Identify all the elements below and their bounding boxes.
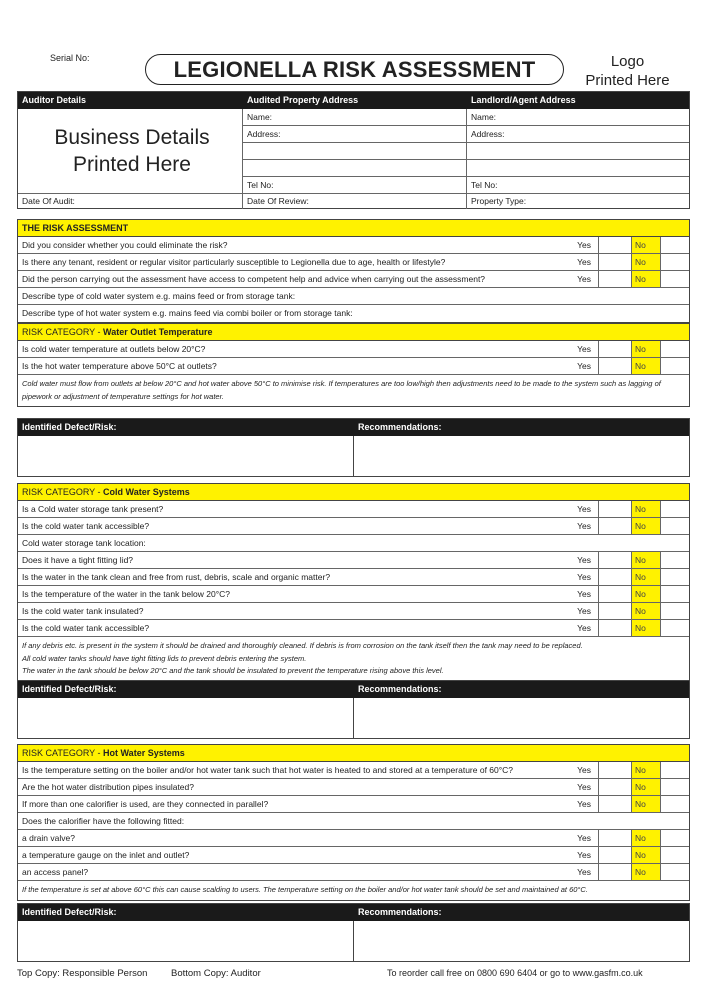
no-checkbox[interactable] (631, 501, 661, 517)
no-checkbox[interactable] (631, 341, 661, 357)
defect-heading: Identified Defect/Risk: (22, 907, 117, 917)
note-line: If any debris etc. is present in the system it should be drained and thoroughly cleaned. If debris is from corrosion on the tank itself then the tank may need to be replaced. (22, 641, 583, 650)
yes-label: Yes (577, 361, 591, 371)
yes-label: Yes (577, 799, 591, 809)
question-row (18, 864, 689, 881)
no-label: No (635, 572, 646, 582)
question-text: Did you consider whether you could eliminate the risk? (22, 240, 228, 250)
yes-checkbox[interactable] (598, 501, 631, 517)
logo-text: Printed Here (585, 72, 670, 89)
auditor-details-heading: Auditor Details (22, 95, 87, 105)
section-header (18, 220, 689, 237)
defect-header (18, 419, 689, 436)
section-header (18, 324, 689, 341)
question-text: Is the cold water tank accessible? (22, 521, 150, 531)
details-header (18, 92, 689, 109)
no-label: No (635, 589, 646, 599)
question-text: Does the calorifier have the following fitted: (22, 816, 185, 826)
recommendations-heading: Recommendations: (358, 684, 442, 694)
yes-label: Yes (577, 521, 591, 531)
defect-header (18, 904, 689, 921)
yes-checkbox[interactable] (598, 518, 631, 534)
form-title: LEGIONELLA RISK ASSESSMENT (145, 54, 564, 85)
question-text: Is the cold water tank accessible? (22, 623, 150, 633)
question-row (18, 586, 689, 603)
landlord-tel-field[interactable]: Tel No: (467, 177, 689, 194)
recommendations-field[interactable] (354, 921, 689, 961)
no-label: No (635, 765, 646, 775)
section-title: Hot Water Systems (103, 748, 185, 758)
yes-checkbox[interactable] (598, 762, 631, 778)
question-text: Describe type of hot water system e.g. mains feed via combi boiler or from storage tank: (22, 308, 353, 318)
no-label: No (635, 799, 646, 809)
yes-checkbox[interactable] (598, 864, 631, 880)
yes-checkbox[interactable] (598, 779, 631, 795)
serial-number-label: Serial No: (50, 53, 90, 63)
question-text: Does it have a tight fitting lid? (22, 555, 134, 565)
property-blank-field[interactable] (243, 143, 467, 160)
property-type-field[interactable]: Property Type: (471, 196, 527, 206)
question-text: Is the temperature of the water in the tank below 20°C? (22, 589, 230, 599)
business-text: Business Details (54, 126, 210, 149)
question-row (18, 305, 689, 322)
yes-checkbox[interactable] (598, 586, 631, 602)
yes-label: Yes (577, 344, 591, 354)
question-text: Is the cold water tank insulated? (22, 606, 144, 616)
yes-label: Yes (577, 765, 591, 775)
yes-checkbox[interactable] (598, 237, 631, 253)
yes-label: Yes (577, 850, 591, 860)
no-checkbox[interactable] (631, 569, 661, 585)
defect-recommendations-table (17, 418, 690, 477)
defect-recommendations-table (17, 680, 690, 739)
yes-label: Yes (577, 572, 591, 582)
no-label: No (635, 606, 646, 616)
section-0 (17, 219, 690, 323)
section-header (18, 484, 689, 501)
no-label: No (635, 782, 646, 792)
question-text: an access panel? (22, 867, 89, 877)
section-title: THE RISK ASSESSMENT (22, 223, 129, 233)
yes-label: Yes (577, 274, 591, 284)
yes-label: Yes (577, 833, 591, 843)
question-row (18, 552, 689, 569)
no-checkbox[interactable] (631, 847, 661, 863)
question-row (18, 237, 689, 254)
yes-checkbox[interactable] (598, 254, 631, 270)
section-prefix: RISK CATEGORY - (22, 748, 104, 758)
yes-label: Yes (577, 867, 591, 877)
date-of-audit-field[interactable]: Date Of Audit: (18, 194, 243, 209)
landlord-address-field[interactable]: Address: (467, 126, 689, 143)
yes-checkbox[interactable] (598, 847, 631, 863)
no-label: No (635, 867, 646, 877)
reorder-info: To reorder call free on 0800 690 6404 or go to www.gasfm.co.uk (387, 968, 643, 978)
no-checkbox[interactable] (631, 518, 661, 534)
logo-text: Logo (610, 53, 645, 70)
question-row (18, 762, 689, 779)
recommendations-heading: Recommendations: (358, 422, 442, 432)
yes-checkbox[interactable] (598, 603, 631, 619)
section-header (18, 745, 689, 762)
section-1 (17, 323, 690, 407)
no-label: No (635, 504, 646, 514)
question-row (18, 779, 689, 796)
question-text: Is the water in the tank clean and free from rust, debris, scale and organic matter? (22, 572, 331, 582)
yes-label: Yes (577, 240, 591, 250)
no-checkbox[interactable] (631, 237, 661, 253)
section-prefix: RISK CATEGORY - (22, 487, 104, 497)
question-row (18, 358, 689, 375)
yes-label: Yes (577, 257, 591, 267)
no-checkbox[interactable] (631, 796, 661, 812)
question-row (18, 796, 689, 813)
yes-checkbox[interactable] (598, 358, 631, 374)
defect-field[interactable] (18, 436, 354, 476)
question-text: Is the temperature setting on the boiler and/or hot water tank such that hot water is heated to and stored at a temperature of 60°C? (22, 765, 514, 775)
question-row (18, 847, 689, 864)
property-address-field[interactable]: Address: (243, 126, 467, 143)
date-of-review-field[interactable]: Date Of Review: (243, 194, 467, 209)
question-row (18, 288, 689, 305)
property-blank-field[interactable] (243, 160, 467, 177)
recommendations-heading: Recommendations: (358, 907, 442, 917)
no-label: No (635, 850, 646, 860)
landlord-blank-field[interactable] (467, 160, 689, 177)
logo-placeholder (575, 52, 680, 90)
property-name-field[interactable]: Name: (243, 109, 467, 126)
yes-checkbox[interactable] (598, 341, 631, 357)
no-label: No (635, 623, 646, 633)
defect-recommendations-table (17, 903, 690, 962)
business-text: Printed Here (73, 153, 191, 176)
no-checkbox[interactable] (631, 358, 661, 374)
question-row (18, 535, 689, 552)
yes-checkbox[interactable] (598, 620, 631, 636)
question-text: Are the hot water distribution pipes insulated? (22, 782, 194, 792)
guidance-note (18, 637, 689, 681)
question-text: a drain valve? (22, 833, 75, 843)
no-checkbox[interactable] (631, 603, 661, 619)
question-text: a temperature gauge on the inlet and outlet? (22, 850, 190, 860)
recommendations-field[interactable] (354, 698, 689, 738)
details-table (17, 91, 690, 209)
yes-label: Yes (577, 623, 591, 633)
property-address-heading: Audited Property Address (247, 95, 359, 105)
no-checkbox[interactable] (631, 864, 661, 880)
no-label: No (635, 361, 646, 371)
no-label: No (635, 240, 646, 250)
landlord-name-field[interactable]: Name: (467, 109, 689, 126)
yes-label: Yes (577, 589, 591, 599)
question-row (18, 620, 689, 637)
no-checkbox[interactable] (631, 271, 661, 287)
question-row (18, 518, 689, 535)
question-text: If more than one calorifier is used, are they connected in parallel? (22, 799, 269, 809)
yes-checkbox[interactable] (598, 271, 631, 287)
no-checkbox[interactable] (631, 254, 661, 270)
note-line: The water in the tank should be below 20°C and the tank should be insulated to prevent the temperature rising above this level. (22, 666, 444, 675)
question-row (18, 813, 689, 830)
yes-label: Yes (577, 555, 591, 565)
question-text: Is cold water temperature at outlets below 20°C? (22, 344, 206, 354)
question-row (18, 271, 689, 288)
no-label: No (635, 257, 646, 267)
defect-field[interactable] (18, 698, 354, 738)
business-details-placeholder (18, 109, 243, 194)
no-label: No (635, 555, 646, 565)
footer (17, 968, 690, 979)
section-prefix: RISK CATEGORY - (22, 327, 104, 337)
no-label: No (635, 274, 646, 284)
section-title: Cold Water Systems (103, 487, 190, 497)
bottom-copy-label: Bottom Copy: Auditor (171, 968, 261, 979)
landlord-address-heading: Landlord/Agent Address (471, 95, 576, 105)
question-text: Is a Cold water storage tank present? (22, 504, 164, 514)
section-3 (17, 744, 690, 901)
question-row (18, 501, 689, 518)
question-row (18, 603, 689, 620)
no-label: No (635, 833, 646, 843)
question-text: Is there any tenant, resident or regular visitor particularly susceptible to Legionella due to age, health or lifestyle? (22, 257, 446, 267)
question-text: Describe type of cold water system e.g. mains feed or from storage tank: (22, 291, 296, 301)
question-text: Cold water storage tank location: (22, 538, 146, 548)
defect-field[interactable] (18, 921, 354, 961)
no-checkbox[interactable] (631, 779, 661, 795)
no-checkbox[interactable] (631, 552, 661, 568)
no-label: No (635, 344, 646, 354)
note-line: If the temperature is set at above 60°C this can cause scalding to users. The temperature setting on the boiler and/or hot water tank should be set and maintained at 60°C. (22, 885, 588, 894)
no-checkbox[interactable] (631, 830, 661, 846)
top-copy-label: Top Copy: Responsible Person (17, 968, 148, 979)
no-checkbox[interactable] (631, 620, 661, 636)
question-text: Is the hot water temperature above 50°C at outlets? (22, 361, 217, 371)
question-row (18, 341, 689, 358)
yes-label: Yes (577, 606, 591, 616)
guidance-note (18, 375, 689, 406)
guidance-note (18, 881, 689, 900)
no-checkbox[interactable] (631, 762, 661, 778)
landlord-blank-field[interactable] (467, 143, 689, 160)
defect-header (18, 681, 689, 698)
yes-label: Yes (577, 504, 591, 514)
question-row (18, 254, 689, 271)
question-text: Did the person carrying out the assessment have access to competent help and advice when carrying out the assessment? (22, 274, 486, 284)
recommendations-field[interactable] (354, 436, 689, 476)
yes-checkbox[interactable] (598, 796, 631, 812)
note-line: All cold water tanks should have tight fitting lids to prevent debris entering the system. (22, 653, 307, 663)
question-row (18, 830, 689, 847)
defect-heading: Identified Defect/Risk: (22, 422, 117, 432)
no-checkbox[interactable] (631, 586, 661, 602)
property-tel-field[interactable]: Tel No: (243, 177, 467, 194)
yes-label: Yes (577, 782, 591, 792)
note-line: Cold water must flow from outlets at below 20°C and hot water above 50°C to minimise risk. If temperatures are too low/high then adjustments need to be made to the system such as lagging of pipework or adjustment of temperature settings for hot water. (22, 379, 661, 401)
defect-heading: Identified Defect/Risk: (22, 684, 117, 694)
section-2 (17, 483, 690, 682)
yes-checkbox[interactable] (598, 552, 631, 568)
yes-checkbox[interactable] (598, 830, 631, 846)
yes-checkbox[interactable] (598, 569, 631, 585)
no-label: No (635, 521, 646, 531)
section-title: Water Outlet Temperature (103, 327, 213, 337)
question-row (18, 569, 689, 586)
